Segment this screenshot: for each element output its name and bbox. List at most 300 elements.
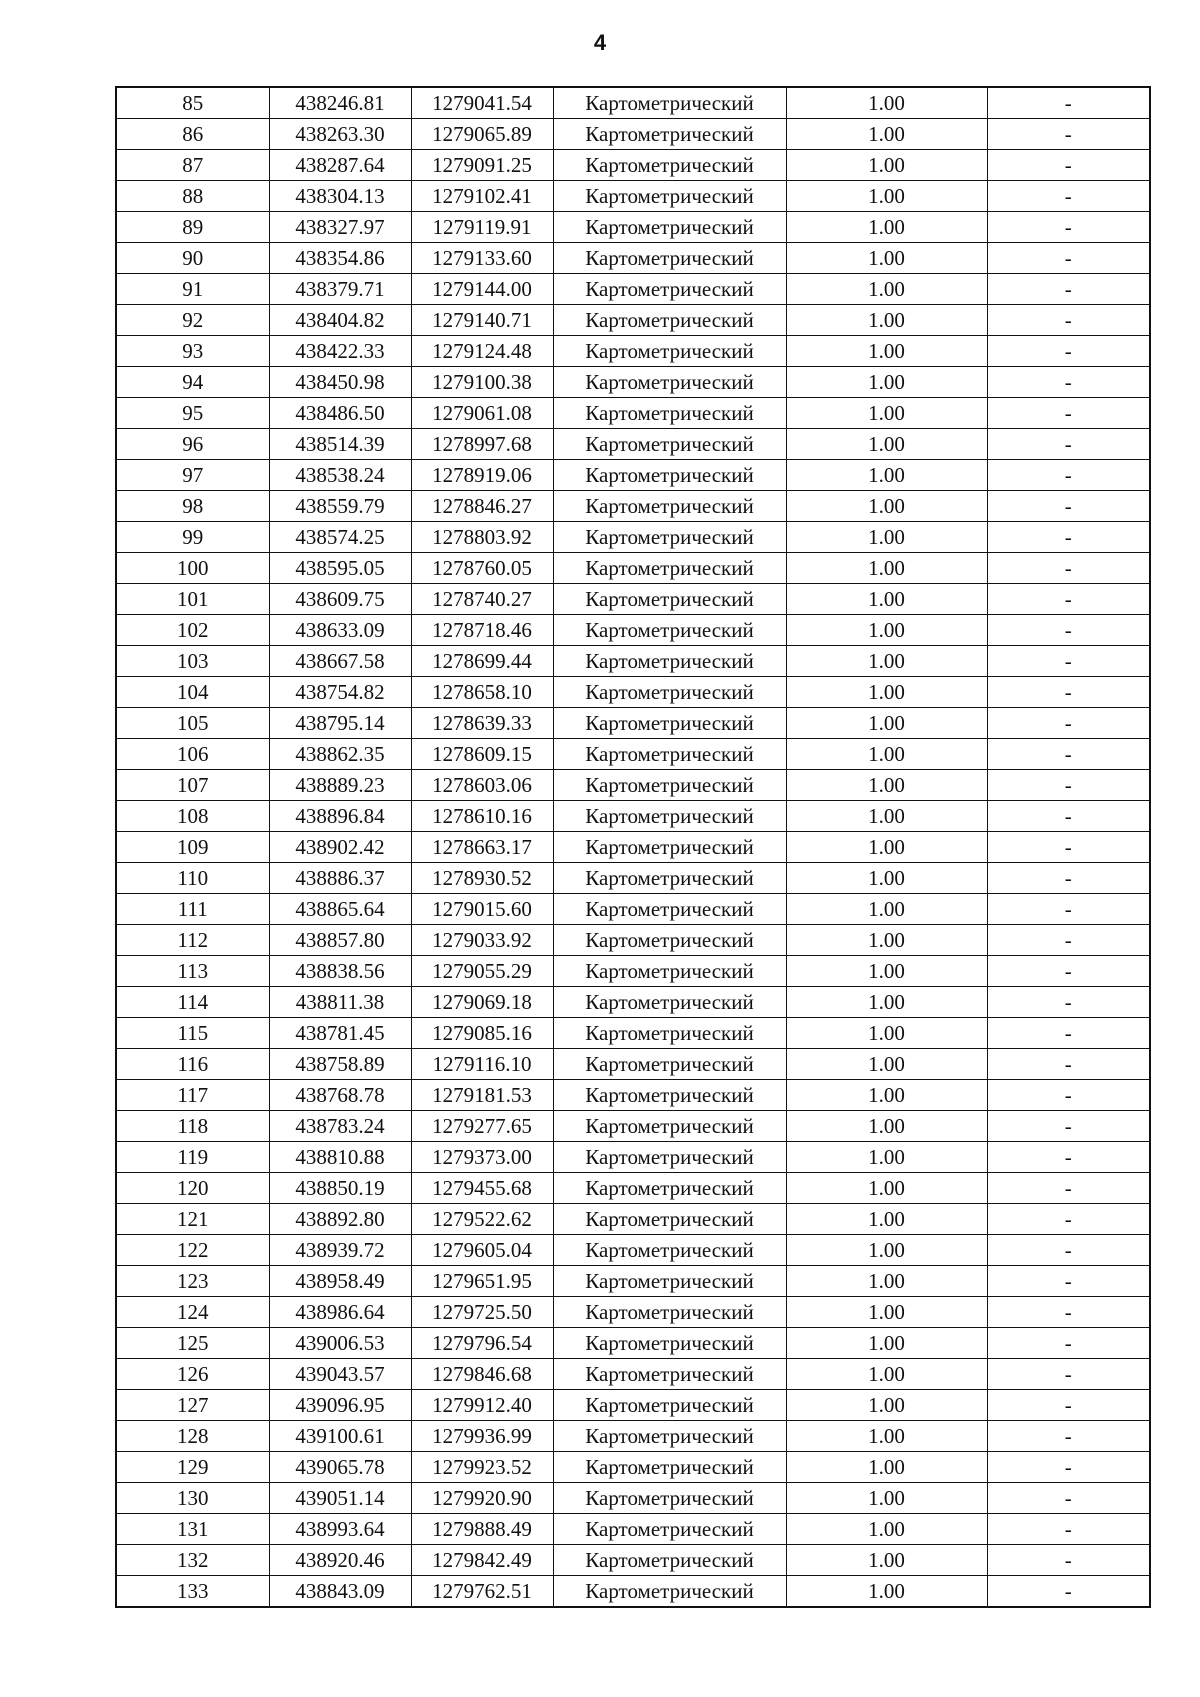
- accuracy-cell: 1.00: [786, 87, 987, 119]
- accuracy-cell: 1.00: [786, 212, 987, 243]
- method-cell: Картометрический: [553, 553, 786, 584]
- accuracy-cell: 1.00: [786, 1266, 987, 1297]
- note-cell: -: [987, 212, 1150, 243]
- note-cell: -: [987, 1514, 1150, 1545]
- method-cell: Картометрический: [553, 1235, 786, 1266]
- point-number-cell: 103: [116, 646, 269, 677]
- accuracy-cell: 1.00: [786, 1049, 987, 1080]
- accuracy-cell: 1.00: [786, 956, 987, 987]
- y-coordinate-cell: 1278663.17: [411, 832, 553, 863]
- y-coordinate-cell: 1279091.25: [411, 150, 553, 181]
- y-coordinate-cell: 1278603.06: [411, 770, 553, 801]
- method-cell: Картометрический: [553, 770, 786, 801]
- method-cell: Картометрический: [553, 894, 786, 925]
- y-coordinate-cell: 1279140.71: [411, 305, 553, 336]
- x-coordinate-cell: 438450.98: [269, 367, 411, 398]
- x-coordinate-cell: 438768.78: [269, 1080, 411, 1111]
- y-coordinate-cell: 1279102.41: [411, 181, 553, 212]
- note-cell: -: [987, 1390, 1150, 1421]
- y-coordinate-cell: 1278997.68: [411, 429, 553, 460]
- point-number-cell: 90: [116, 243, 269, 274]
- x-coordinate-cell: 438754.82: [269, 677, 411, 708]
- accuracy-cell: 1.00: [786, 1235, 987, 1266]
- x-coordinate-cell: 438758.89: [269, 1049, 411, 1080]
- accuracy-cell: 1.00: [786, 1545, 987, 1576]
- table-row: [116, 491, 1150, 522]
- table-row: [116, 708, 1150, 739]
- note-cell: -: [987, 832, 1150, 863]
- method-cell: Картометрический: [553, 1483, 786, 1514]
- y-coordinate-cell: 1278803.92: [411, 522, 553, 553]
- point-number-cell: 116: [116, 1049, 269, 1080]
- x-coordinate-cell: 438843.09: [269, 1576, 411, 1608]
- y-coordinate-cell: 1279936.99: [411, 1421, 553, 1452]
- accuracy-cell: 1.00: [786, 1576, 987, 1608]
- method-cell: Картометрический: [553, 1514, 786, 1545]
- y-coordinate-cell: 1278740.27: [411, 584, 553, 615]
- table-row: [116, 677, 1150, 708]
- point-number-cell: 131: [116, 1514, 269, 1545]
- x-coordinate-cell: 438811.38: [269, 987, 411, 1018]
- x-coordinate-cell: 438246.81: [269, 87, 411, 119]
- x-coordinate-cell: 438986.64: [269, 1297, 411, 1328]
- method-cell: Картометрический: [553, 181, 786, 212]
- method-cell: Картометрический: [553, 1297, 786, 1328]
- x-coordinate-cell: 438538.24: [269, 460, 411, 491]
- method-cell: Картометрический: [553, 925, 786, 956]
- method-cell: Картометрический: [553, 1142, 786, 1173]
- point-number-cell: 123: [116, 1266, 269, 1297]
- table-row: [116, 522, 1150, 553]
- table-row: [116, 1235, 1150, 1266]
- y-coordinate-cell: 1278610.16: [411, 801, 553, 832]
- x-coordinate-cell: 439096.95: [269, 1390, 411, 1421]
- method-cell: Картометрический: [553, 1452, 786, 1483]
- table-row: [116, 1297, 1150, 1328]
- y-coordinate-cell: 1278609.15: [411, 739, 553, 770]
- note-cell: -: [987, 1266, 1150, 1297]
- table-row: [116, 398, 1150, 429]
- point-number-cell: 109: [116, 832, 269, 863]
- table-row: [116, 1204, 1150, 1235]
- note-cell: -: [987, 87, 1150, 119]
- point-number-cell: 105: [116, 708, 269, 739]
- x-coordinate-cell: 438667.58: [269, 646, 411, 677]
- note-cell: -: [987, 1452, 1150, 1483]
- point-number-cell: 99: [116, 522, 269, 553]
- point-number-cell: 87: [116, 150, 269, 181]
- point-number-cell: 104: [116, 677, 269, 708]
- method-cell: Картометрический: [553, 708, 786, 739]
- method-cell: Картометрический: [553, 646, 786, 677]
- accuracy-cell: 1.00: [786, 1297, 987, 1328]
- accuracy-cell: 1.00: [786, 1204, 987, 1235]
- note-cell: -: [987, 801, 1150, 832]
- accuracy-cell: 1.00: [786, 832, 987, 863]
- x-coordinate-cell: 438838.56: [269, 956, 411, 987]
- note-cell: -: [987, 119, 1150, 150]
- method-cell: Картометрический: [553, 305, 786, 336]
- table-row: [116, 863, 1150, 894]
- x-coordinate-cell: 438559.79: [269, 491, 411, 522]
- note-cell: -: [987, 460, 1150, 491]
- point-number-cell: 122: [116, 1235, 269, 1266]
- accuracy-cell: 1.00: [786, 801, 987, 832]
- note-cell: -: [987, 398, 1150, 429]
- page-number: 4: [593, 30, 607, 55]
- accuracy-cell: 1.00: [786, 553, 987, 584]
- table-row: [116, 1080, 1150, 1111]
- point-number-cell: 133: [116, 1576, 269, 1608]
- note-cell: -: [987, 1235, 1150, 1266]
- method-cell: Картометрический: [553, 1576, 786, 1608]
- x-coordinate-cell: 438354.86: [269, 243, 411, 274]
- accuracy-cell: 1.00: [786, 894, 987, 925]
- y-coordinate-cell: 1278699.44: [411, 646, 553, 677]
- point-number-cell: 118: [116, 1111, 269, 1142]
- x-coordinate-cell: 438850.19: [269, 1173, 411, 1204]
- table-row: [116, 987, 1150, 1018]
- note-cell: -: [987, 1545, 1150, 1576]
- table-row: [116, 243, 1150, 274]
- note-cell: -: [987, 491, 1150, 522]
- method-cell: Картометрический: [553, 1545, 786, 1576]
- table-row: [116, 832, 1150, 863]
- accuracy-cell: 1.00: [786, 1080, 987, 1111]
- point-number-cell: 124: [116, 1297, 269, 1328]
- accuracy-cell: 1.00: [786, 491, 987, 522]
- y-coordinate-cell: 1278639.33: [411, 708, 553, 739]
- note-cell: -: [987, 1204, 1150, 1235]
- table-row: [116, 894, 1150, 925]
- accuracy-cell: 1.00: [786, 739, 987, 770]
- y-coordinate-cell: 1279055.29: [411, 956, 553, 987]
- note-cell: -: [987, 1080, 1150, 1111]
- accuracy-cell: 1.00: [786, 305, 987, 336]
- y-coordinate-cell: 1279842.49: [411, 1545, 553, 1576]
- table-row: [116, 553, 1150, 584]
- x-coordinate-cell: 438783.24: [269, 1111, 411, 1142]
- accuracy-cell: 1.00: [786, 584, 987, 615]
- table-row: [116, 615, 1150, 646]
- accuracy-cell: 1.00: [786, 181, 987, 212]
- method-cell: Картометрический: [553, 832, 786, 863]
- method-cell: Картометрический: [553, 1328, 786, 1359]
- x-coordinate-cell: 438422.33: [269, 336, 411, 367]
- accuracy-cell: 1.00: [786, 274, 987, 305]
- note-cell: -: [987, 553, 1150, 584]
- point-number-cell: 114: [116, 987, 269, 1018]
- method-cell: Картометрический: [553, 987, 786, 1018]
- accuracy-cell: 1.00: [786, 987, 987, 1018]
- accuracy-cell: 1.00: [786, 1359, 987, 1390]
- point-number-cell: 86: [116, 119, 269, 150]
- x-coordinate-cell: 438595.05: [269, 553, 411, 584]
- y-coordinate-cell: 1279069.18: [411, 987, 553, 1018]
- point-number-cell: 96: [116, 429, 269, 460]
- note-cell: -: [987, 925, 1150, 956]
- note-cell: -: [987, 739, 1150, 770]
- x-coordinate-cell: 438889.23: [269, 770, 411, 801]
- table-row: [116, 1421, 1150, 1452]
- y-coordinate-cell: 1278919.06: [411, 460, 553, 491]
- accuracy-cell: 1.00: [786, 460, 987, 491]
- x-coordinate-cell: 438810.88: [269, 1142, 411, 1173]
- table-row: [116, 1328, 1150, 1359]
- point-number-cell: 117: [116, 1080, 269, 1111]
- method-cell: Картометрический: [553, 1359, 786, 1390]
- y-coordinate-cell: 1279455.68: [411, 1173, 553, 1204]
- y-coordinate-cell: 1279762.51: [411, 1576, 553, 1608]
- point-number-cell: 98: [116, 491, 269, 522]
- method-cell: Картометрический: [553, 150, 786, 181]
- accuracy-cell: 1.00: [786, 150, 987, 181]
- x-coordinate-cell: 438574.25: [269, 522, 411, 553]
- point-number-cell: 102: [116, 615, 269, 646]
- note-cell: -: [987, 243, 1150, 274]
- accuracy-cell: 1.00: [786, 770, 987, 801]
- point-number-cell: 111: [116, 894, 269, 925]
- x-coordinate-cell: 438287.64: [269, 150, 411, 181]
- table-row: [116, 181, 1150, 212]
- point-number-cell: 121: [116, 1204, 269, 1235]
- point-number-cell: 101: [116, 584, 269, 615]
- method-cell: Картометрический: [553, 460, 786, 491]
- table-row: [116, 1514, 1150, 1545]
- y-coordinate-cell: 1279373.00: [411, 1142, 553, 1173]
- y-coordinate-cell: 1279033.92: [411, 925, 553, 956]
- note-cell: -: [987, 987, 1150, 1018]
- y-coordinate-cell: 1279041.54: [411, 87, 553, 119]
- accuracy-cell: 1.00: [786, 1421, 987, 1452]
- x-coordinate-cell: 438633.09: [269, 615, 411, 646]
- y-coordinate-cell: 1279124.48: [411, 336, 553, 367]
- point-number-cell: 113: [116, 956, 269, 987]
- x-coordinate-cell: 438327.97: [269, 212, 411, 243]
- method-cell: Картометрический: [553, 1049, 786, 1080]
- x-coordinate-cell: 438920.46: [269, 1545, 411, 1576]
- accuracy-cell: 1.00: [786, 398, 987, 429]
- y-coordinate-cell: 1279085.16: [411, 1018, 553, 1049]
- y-coordinate-cell: 1279912.40: [411, 1390, 553, 1421]
- method-cell: Картометрический: [553, 212, 786, 243]
- point-number-cell: 107: [116, 770, 269, 801]
- point-number-cell: 94: [116, 367, 269, 398]
- note-cell: -: [987, 336, 1150, 367]
- y-coordinate-cell: 1278760.05: [411, 553, 553, 584]
- method-cell: Картометрический: [553, 119, 786, 150]
- method-cell: Картометрический: [553, 491, 786, 522]
- y-coordinate-cell: 1279181.53: [411, 1080, 553, 1111]
- y-coordinate-cell: 1279015.60: [411, 894, 553, 925]
- table-row: [116, 1049, 1150, 1080]
- accuracy-cell: 1.00: [786, 925, 987, 956]
- coordinates-table: [115, 86, 1151, 1608]
- x-coordinate-cell: 439051.14: [269, 1483, 411, 1514]
- method-cell: Картометрический: [553, 429, 786, 460]
- method-cell: Картометрический: [553, 1421, 786, 1452]
- note-cell: -: [987, 150, 1150, 181]
- x-coordinate-cell: 438993.64: [269, 1514, 411, 1545]
- y-coordinate-cell: 1279888.49: [411, 1514, 553, 1545]
- table-row: [116, 1576, 1150, 1608]
- method-cell: Картометрический: [553, 1390, 786, 1421]
- x-coordinate-cell: 438781.45: [269, 1018, 411, 1049]
- note-cell: -: [987, 1359, 1150, 1390]
- point-number-cell: 119: [116, 1142, 269, 1173]
- x-coordinate-cell: 438902.42: [269, 832, 411, 863]
- point-number-cell: 115: [116, 1018, 269, 1049]
- y-coordinate-cell: 1279133.60: [411, 243, 553, 274]
- method-cell: Картометрический: [553, 1018, 786, 1049]
- table-row: [116, 1390, 1150, 1421]
- table-row: [116, 336, 1150, 367]
- table-row: [116, 925, 1150, 956]
- point-number-cell: 110: [116, 863, 269, 894]
- method-cell: Картометрический: [553, 367, 786, 398]
- note-cell: -: [987, 956, 1150, 987]
- accuracy-cell: 1.00: [786, 1452, 987, 1483]
- note-cell: -: [987, 894, 1150, 925]
- accuracy-cell: 1.00: [786, 1142, 987, 1173]
- method-cell: Картометрический: [553, 615, 786, 646]
- y-coordinate-cell: 1278658.10: [411, 677, 553, 708]
- point-number-cell: 92: [116, 305, 269, 336]
- note-cell: -: [987, 305, 1150, 336]
- accuracy-cell: 1.00: [786, 646, 987, 677]
- table-row: [116, 274, 1150, 305]
- y-coordinate-cell: 1278846.27: [411, 491, 553, 522]
- note-cell: -: [987, 584, 1150, 615]
- point-number-cell: 120: [116, 1173, 269, 1204]
- table-row: [116, 1483, 1150, 1514]
- table-row: [116, 1452, 1150, 1483]
- x-coordinate-cell: 438892.80: [269, 1204, 411, 1235]
- point-number-cell: 89: [116, 212, 269, 243]
- x-coordinate-cell: 438857.80: [269, 925, 411, 956]
- x-coordinate-cell: 439065.78: [269, 1452, 411, 1483]
- note-cell: -: [987, 1297, 1150, 1328]
- note-cell: -: [987, 1576, 1150, 1608]
- method-cell: Картометрический: [553, 677, 786, 708]
- point-number-cell: 88: [116, 181, 269, 212]
- method-cell: Картометрический: [553, 1266, 786, 1297]
- method-cell: Картометрический: [553, 1080, 786, 1111]
- x-coordinate-cell: 438514.39: [269, 429, 411, 460]
- y-coordinate-cell: 1279119.91: [411, 212, 553, 243]
- y-coordinate-cell: 1279920.90: [411, 1483, 553, 1514]
- point-number-cell: 125: [116, 1328, 269, 1359]
- table-row: [116, 367, 1150, 398]
- y-coordinate-cell: 1278718.46: [411, 615, 553, 646]
- x-coordinate-cell: 438795.14: [269, 708, 411, 739]
- accuracy-cell: 1.00: [786, 367, 987, 398]
- note-cell: -: [987, 1142, 1150, 1173]
- note-cell: -: [987, 1173, 1150, 1204]
- y-coordinate-cell: 1279605.04: [411, 1235, 553, 1266]
- y-coordinate-cell: 1279100.38: [411, 367, 553, 398]
- y-coordinate-cell: 1279796.54: [411, 1328, 553, 1359]
- table-row: [116, 1111, 1150, 1142]
- table-row: [116, 1545, 1150, 1576]
- accuracy-cell: 1.00: [786, 119, 987, 150]
- note-cell: -: [987, 677, 1150, 708]
- note-cell: -: [987, 1018, 1150, 1049]
- method-cell: Картометрический: [553, 801, 786, 832]
- table-row: [116, 646, 1150, 677]
- note-cell: -: [987, 1483, 1150, 1514]
- table-row: [116, 956, 1150, 987]
- table-row: [116, 429, 1150, 460]
- accuracy-cell: 1.00: [786, 1514, 987, 1545]
- note-cell: -: [987, 1328, 1150, 1359]
- table-row: [116, 119, 1150, 150]
- x-coordinate-cell: 439006.53: [269, 1328, 411, 1359]
- method-cell: Картометрический: [553, 1173, 786, 1204]
- y-coordinate-cell: 1279116.10: [411, 1049, 553, 1080]
- x-coordinate-cell: 439100.61: [269, 1421, 411, 1452]
- table-row: [116, 1359, 1150, 1390]
- x-coordinate-cell: 439043.57: [269, 1359, 411, 1390]
- point-number-cell: 93: [116, 336, 269, 367]
- point-number-cell: 100: [116, 553, 269, 584]
- method-cell: Картометрический: [553, 739, 786, 770]
- table-row: [116, 584, 1150, 615]
- y-coordinate-cell: 1279065.89: [411, 119, 553, 150]
- x-coordinate-cell: 438865.64: [269, 894, 411, 925]
- point-number-cell: 130: [116, 1483, 269, 1514]
- table-row: [116, 1142, 1150, 1173]
- x-coordinate-cell: 438404.82: [269, 305, 411, 336]
- point-number-cell: 129: [116, 1452, 269, 1483]
- y-coordinate-cell: 1279144.00: [411, 274, 553, 305]
- method-cell: Картометрический: [553, 243, 786, 274]
- note-cell: -: [987, 770, 1150, 801]
- accuracy-cell: 1.00: [786, 336, 987, 367]
- method-cell: Картометрический: [553, 1204, 786, 1235]
- y-coordinate-cell: 1279725.50: [411, 1297, 553, 1328]
- accuracy-cell: 1.00: [786, 1111, 987, 1142]
- table-row: [116, 1266, 1150, 1297]
- method-cell: Картометрический: [553, 522, 786, 553]
- x-coordinate-cell: 438886.37: [269, 863, 411, 894]
- note-cell: -: [987, 1421, 1150, 1452]
- point-number-cell: 85: [116, 87, 269, 119]
- accuracy-cell: 1.00: [786, 522, 987, 553]
- point-number-cell: 132: [116, 1545, 269, 1576]
- x-coordinate-cell: 438486.50: [269, 398, 411, 429]
- point-number-cell: 112: [116, 925, 269, 956]
- y-coordinate-cell: 1279846.68: [411, 1359, 553, 1390]
- point-number-cell: 126: [116, 1359, 269, 1390]
- method-cell: Картометрический: [553, 274, 786, 305]
- note-cell: -: [987, 367, 1150, 398]
- x-coordinate-cell: 438939.72: [269, 1235, 411, 1266]
- x-coordinate-cell: 438379.71: [269, 274, 411, 305]
- note-cell: -: [987, 274, 1150, 305]
- x-coordinate-cell: 438304.13: [269, 181, 411, 212]
- method-cell: Картометрический: [553, 398, 786, 429]
- accuracy-cell: 1.00: [786, 615, 987, 646]
- table-row: [116, 770, 1150, 801]
- table-row: [116, 460, 1150, 491]
- note-cell: -: [987, 863, 1150, 894]
- table-row: [116, 87, 1150, 119]
- note-cell: -: [987, 1111, 1150, 1142]
- x-coordinate-cell: 438896.84: [269, 801, 411, 832]
- table-row: [116, 801, 1150, 832]
- y-coordinate-cell: 1279061.08: [411, 398, 553, 429]
